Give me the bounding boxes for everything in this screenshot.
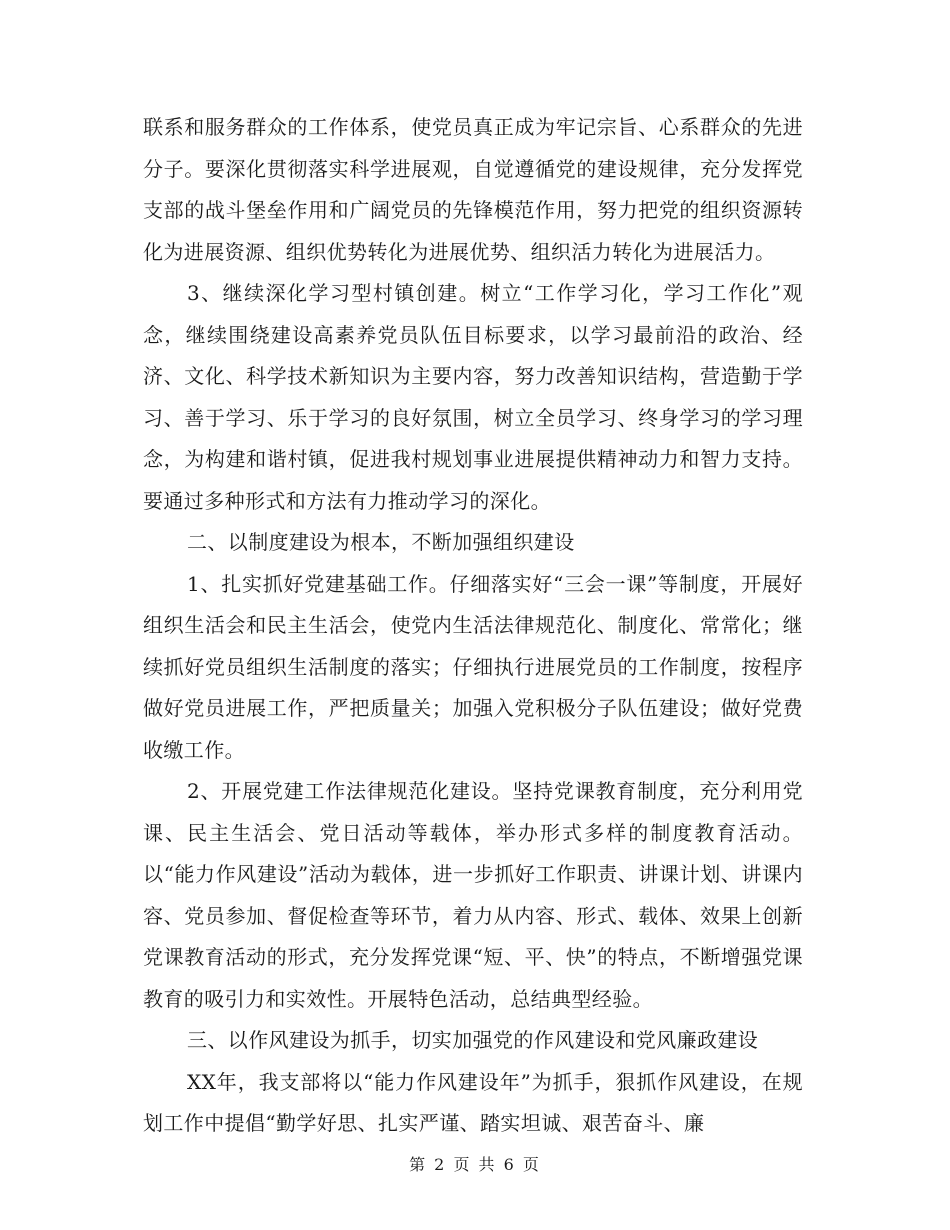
section-heading-work-style: 三、以作风建设为抓手，切实加强党的作风建设和党风廉政建设 bbox=[187, 1028, 759, 1052]
page-footer: 第 2 页 共 6 页 bbox=[409, 1155, 541, 1174]
paragraph-learning-village: 3、继续深化学习型村镇创建。树立“工作学习化，学习工作化”观念，继续围绕建设高素养党员队伍目标要求，以学习最前沿的政治、经济、文化、科学技术新知识为主要内容，努力改善知识结构，营造勤于学习、善于学习、乐于学习的良好氛围，树立全员学习、终身学习的学习理念，为构建和谐村镇，促进我村规划事业进展提供精神动力和智力支持。要通过多种形式和方法有力推动学习的深化。 bbox=[143, 281, 803, 513]
paragraph-work-style-year: XX年，我支部将以“能力作风建设年”为抓手，狠抓作风建设，在规划工作中提倡“勤学好思、扎实严谨、踏实坦诚、艰苦奋斗、廉 bbox=[143, 1069, 803, 1135]
paragraph-continuation: 联系和服务群众的工作体系，使党员真正成为牢记宗旨、心系群众的先进分子。要深化贯彻落实科学进展观，自觉遵循党的建设规律，充分发挥党支部的战斗堡垒作用和广阔党员的先锋模范作用，努力把党的组织资源转化为进展资源、组织优势转化为进展优势、组织活力转化为进展活力。 bbox=[143, 115, 803, 264]
document-body bbox=[143, 107, 803, 1145]
paragraph-party-standardization: 2、开展党建工作法律规范化建设。坚持党课教育制度，充分利用党课、民主生活会、党日活动等载体，举办形式多样的制度教育活动。以“能力作风建设”活动为载体，进一步抓好工作职责、讲课计划、讲课内容、党员参加、督促检查等环节，着力从内容、形式、载体、效果上创新党课教育活动的形式，充分发挥党课“短、平、快”的特点，不断增强党课教育的吸引力和实效性。开展特色活动，总结典型经验。 bbox=[143, 779, 803, 1011]
paragraph-party-basics: 1、扎实抓好党建基础工作。仔细落实好“三会一课”等制度，开展好组织生活会和民主生活会，使党内生活法律规范化、制度化、常常化；继续抓好党员组织生活制度的落实；仔细执行进展党员的工作制度，按程序做好党员进展工作，严把质量关；加强入党积极分子队伍建设；做好党费收缴工作。 bbox=[143, 571, 803, 762]
section-heading-institution: 二、以制度建设为根本，不断加强组织建设 bbox=[187, 530, 575, 554]
